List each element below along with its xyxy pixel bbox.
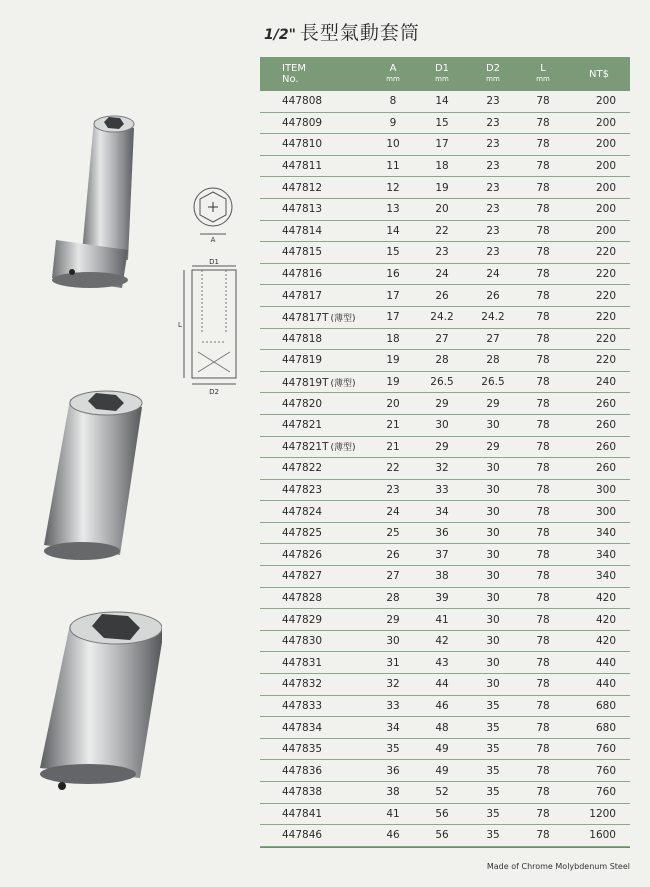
cell-price: 760	[595, 786, 616, 799]
cell-item: 447822	[282, 462, 323, 475]
cell-d2: 23	[486, 138, 500, 151]
cell-item: 447818	[282, 332, 323, 345]
cell-price: 760	[595, 764, 616, 777]
table-row	[260, 458, 630, 480]
cell-a: 29	[386, 613, 400, 626]
cell-item: 447817T (薄型)	[282, 311, 356, 324]
table-row	[260, 91, 630, 113]
cell-d2: 30	[486, 527, 500, 540]
cell-price: 200	[595, 138, 616, 151]
cell-item: 447841	[282, 807, 323, 820]
cell-d1: 20	[435, 203, 449, 216]
cell-a: 41	[386, 807, 400, 820]
cell-d1: 43	[435, 656, 449, 669]
cell-item: 447846	[282, 829, 323, 842]
cell-a: 36	[386, 764, 400, 777]
cell-a: 26	[386, 548, 400, 561]
table-row	[260, 415, 630, 437]
cell-d1: 14	[435, 95, 449, 108]
cell-d1: 15	[435, 116, 449, 129]
socket-dimension-diagram	[178, 182, 258, 402]
cell-d1: 18	[435, 160, 449, 173]
cell-l: 78	[536, 656, 550, 669]
cell-item: 447823	[282, 483, 323, 496]
cell-a: 33	[386, 699, 400, 712]
cell-item: 447809	[282, 116, 323, 129]
table-row	[260, 177, 630, 199]
cell-a: 24	[386, 505, 400, 518]
table-row	[260, 760, 630, 782]
table-row	[260, 134, 630, 156]
cell-l: 78	[536, 570, 550, 583]
page-title	[264, 18, 420, 46]
cell-d2: 23	[486, 203, 500, 216]
cell-l: 78	[536, 376, 550, 389]
table-row	[260, 804, 630, 826]
cell-d2: 23	[486, 224, 500, 237]
cell-a: 14	[386, 224, 400, 237]
cell-d1: 27	[435, 332, 449, 345]
table-row	[260, 501, 630, 523]
cell-d1: 17	[435, 138, 449, 151]
cell-price: 260	[595, 397, 616, 410]
cell-l: 78	[536, 505, 550, 518]
cell-l: 78	[536, 786, 550, 799]
socket-photo-large	[22, 600, 162, 800]
cell-d2: 30	[486, 505, 500, 518]
cell-d1: 56	[435, 807, 449, 820]
cell-d1: 30	[435, 419, 449, 432]
col-l: L mm	[536, 63, 550, 83]
col-d1: D1 mm	[434, 63, 450, 83]
cell-a: 15	[386, 246, 400, 259]
cell-item: 447812	[282, 181, 323, 194]
cell-a: 23	[386, 483, 400, 496]
cell-a: 28	[386, 591, 400, 604]
cell-l: 78	[536, 764, 550, 777]
cell-item: 447835	[282, 743, 323, 756]
cell-a: 31	[386, 656, 400, 669]
cell-price: 420	[595, 613, 616, 626]
cell-d2: 30	[486, 635, 500, 648]
cell-d2: 23	[486, 116, 500, 129]
socket-photo-medium	[30, 385, 150, 585]
cell-d2: 24	[486, 268, 500, 281]
cell-l: 78	[536, 699, 550, 712]
cell-l: 78	[536, 548, 550, 561]
cell-item: 447815	[282, 246, 323, 259]
col-item: ITEM No.	[282, 63, 307, 85]
cell-d2: 35	[486, 743, 500, 756]
socket-photo-small	[42, 110, 152, 310]
cell-d2: 23	[486, 246, 500, 259]
cell-price: 220	[595, 289, 616, 302]
table-row	[260, 242, 630, 264]
cell-item: 447820	[282, 397, 323, 410]
cell-d1: 44	[435, 678, 449, 691]
cell-l: 78	[536, 354, 550, 367]
cell-l: 78	[536, 678, 550, 691]
title-drive-size: 1/2"	[264, 27, 296, 43]
cell-l: 78	[536, 419, 550, 432]
cell-price: 340	[595, 527, 616, 540]
cell-d2: 30	[486, 419, 500, 432]
cell-item: 447819	[282, 354, 323, 367]
cell-d1: 56	[435, 829, 449, 842]
cell-item: 447819T (薄型)	[282, 376, 356, 389]
col-d2: D2 mm	[485, 63, 501, 83]
table-row	[260, 609, 630, 631]
table-row	[260, 199, 630, 221]
table-header	[260, 57, 630, 91]
cell-item: 447829	[282, 613, 323, 626]
table-row	[260, 717, 630, 739]
diagram-label-l: L	[178, 321, 182, 329]
cell-a: 46	[386, 829, 400, 842]
cell-a: 10	[386, 138, 400, 151]
cell-l: 78	[536, 829, 550, 842]
cell-price: 680	[595, 721, 616, 734]
cell-d2: 29	[486, 397, 500, 410]
cell-d1: 52	[435, 786, 449, 799]
cell-a: 9	[389, 116, 397, 129]
cell-l: 78	[536, 332, 550, 345]
cell-item: 447826	[282, 548, 323, 561]
cell-a: 27	[386, 570, 400, 583]
table-row	[260, 739, 630, 761]
cell-a: 35	[386, 743, 400, 756]
cell-l: 78	[536, 116, 550, 129]
cell-price: 440	[595, 656, 616, 669]
cell-d2: 27	[486, 332, 500, 345]
cell-item: 447821T (薄型)	[282, 441, 356, 454]
cell-d1: 24	[435, 268, 449, 281]
spec-table	[260, 57, 630, 848]
table-row	[260, 825, 630, 847]
cell-d1: 22	[435, 224, 449, 237]
cell-l: 78	[536, 462, 550, 475]
cell-d2: 26.5	[481, 376, 505, 389]
cell-d1: 28	[435, 354, 449, 367]
cell-price: 340	[595, 570, 616, 583]
col-price: NT$	[589, 68, 609, 80]
cell-d1: 32	[435, 462, 449, 475]
cell-price: 200	[595, 95, 616, 108]
cell-d2: 28	[486, 354, 500, 367]
cell-d2: 29	[486, 440, 500, 453]
cell-a: 13	[386, 203, 400, 216]
cell-price: 440	[595, 678, 616, 691]
cell-item: 447833	[282, 699, 323, 712]
cell-d2: 30	[486, 462, 500, 475]
cell-d1: 38	[435, 570, 449, 583]
cell-l: 78	[536, 138, 550, 151]
cell-d1: 49	[435, 743, 449, 756]
cell-l: 78	[536, 721, 550, 734]
cell-item: 447816	[282, 268, 323, 281]
diagram-label-a: A	[210, 236, 216, 244]
cell-d2: 35	[486, 721, 500, 734]
cell-l: 78	[536, 160, 550, 173]
cell-d2: 35	[486, 764, 500, 777]
table-row	[260, 156, 630, 178]
table-row	[260, 480, 630, 502]
cell-l: 78	[536, 483, 550, 496]
cell-item: 447832	[282, 678, 323, 691]
cell-d1: 34	[435, 505, 449, 518]
cell-d2: 23	[486, 160, 500, 173]
table-row	[260, 350, 630, 372]
cell-l: 78	[536, 181, 550, 194]
cell-d2: 30	[486, 483, 500, 496]
cell-item: 447831	[282, 656, 323, 669]
cell-l: 78	[536, 613, 550, 626]
cell-d1: 26.5	[430, 376, 454, 389]
cell-a: 32	[386, 678, 400, 691]
cell-price: 260	[595, 440, 616, 453]
cell-d1: 46	[435, 699, 449, 712]
cell-item: 447824	[282, 505, 323, 518]
cell-d2: 35	[486, 786, 500, 799]
table-row	[260, 393, 630, 415]
cell-l: 78	[536, 224, 550, 237]
cell-d1: 24.2	[430, 311, 454, 324]
cell-a: 11	[386, 160, 400, 173]
table-row	[260, 631, 630, 653]
table-row	[260, 674, 630, 696]
cell-item: 447838	[282, 786, 323, 799]
cell-d1: 29	[435, 397, 449, 410]
cell-d1: 23	[435, 246, 449, 259]
cell-a: 17	[386, 289, 400, 302]
thin-type-note: (薄型)	[330, 313, 356, 324]
cell-price: 240	[595, 376, 616, 389]
cell-l: 78	[536, 203, 550, 216]
cell-a: 8	[389, 95, 397, 108]
table-row	[260, 437, 630, 459]
cell-price: 300	[595, 505, 616, 518]
cell-l: 78	[536, 289, 550, 302]
cell-price: 1200	[589, 807, 616, 820]
table-row	[260, 264, 630, 286]
cell-item: 447830	[282, 635, 323, 648]
cell-d1: 19	[435, 181, 449, 194]
table-row	[260, 372, 630, 394]
cell-a: 17	[386, 311, 400, 324]
cell-d1: 26	[435, 289, 449, 302]
cell-item: 447808	[282, 95, 323, 108]
col-a: A mm	[386, 63, 400, 83]
cell-price: 200	[595, 224, 616, 237]
cell-l: 78	[536, 527, 550, 540]
cell-d2: 24.2	[481, 311, 505, 324]
cell-price: 200	[595, 181, 616, 194]
cell-d1: 29	[435, 440, 449, 453]
table-row	[260, 523, 630, 545]
cell-a: 34	[386, 721, 400, 734]
cell-d2: 30	[486, 548, 500, 561]
cell-l: 78	[536, 397, 550, 410]
table-row	[260, 329, 630, 351]
cell-item: 447817	[282, 289, 323, 302]
cell-d1: 49	[435, 764, 449, 777]
table-row	[260, 566, 630, 588]
cell-price: 220	[595, 268, 616, 281]
cell-l: 78	[536, 635, 550, 648]
cell-price: 260	[595, 462, 616, 475]
cell-price: 220	[595, 246, 616, 259]
cell-d2: 35	[486, 699, 500, 712]
cell-d2: 35	[486, 807, 500, 820]
cell-price: 220	[595, 354, 616, 367]
cell-a: 16	[386, 268, 400, 281]
table-row	[260, 782, 630, 804]
cell-price: 340	[595, 548, 616, 561]
cell-l: 78	[536, 743, 550, 756]
cell-d2: 26	[486, 289, 500, 302]
cell-item: 447813	[282, 203, 323, 216]
cell-d1: 33	[435, 483, 449, 496]
cell-price: 200	[595, 116, 616, 129]
cell-item: 447814	[282, 224, 323, 237]
cell-l: 78	[536, 95, 550, 108]
cell-price: 260	[595, 419, 616, 432]
cell-item: 447825	[282, 527, 323, 540]
table-row	[260, 307, 630, 329]
cell-d1: 37	[435, 548, 449, 561]
cell-item: 447836	[282, 764, 323, 777]
cell-a: 12	[386, 181, 400, 194]
cell-l: 78	[536, 268, 550, 281]
cell-l: 78	[536, 311, 550, 324]
table-row	[260, 285, 630, 307]
table-row	[260, 113, 630, 135]
cell-d2: 23	[486, 181, 500, 194]
cell-a: 22	[386, 462, 400, 475]
cell-item: 447821	[282, 419, 323, 432]
cell-price: 200	[595, 160, 616, 173]
material-note: Made of Chrome Molybdenum Steel	[486, 862, 630, 871]
table-row	[260, 588, 630, 610]
table-row	[260, 652, 630, 674]
cell-price: 420	[595, 635, 616, 648]
cell-d1: 39	[435, 591, 449, 604]
cell-d2: 30	[486, 678, 500, 691]
title-product-name: 長型氣動套筒	[299, 22, 420, 44]
cell-item: 447828	[282, 591, 323, 604]
cell-d2: 30	[486, 570, 500, 583]
cell-l: 78	[536, 440, 550, 453]
cell-item: 447834	[282, 721, 323, 734]
thin-type-note: (薄型)	[330, 378, 356, 389]
table-body	[260, 91, 630, 847]
cell-a: 20	[386, 397, 400, 410]
cell-a: 19	[386, 354, 400, 367]
cell-price: 680	[595, 699, 616, 712]
cell-price: 1600	[589, 829, 616, 842]
cell-d2: 30	[486, 656, 500, 669]
thin-type-note: (薄型)	[330, 443, 356, 454]
cell-item: 447810	[282, 138, 323, 151]
diagram-label-d2: D2	[209, 388, 219, 396]
table-row	[260, 544, 630, 566]
cell-d2: 23	[486, 95, 500, 108]
cell-d1: 36	[435, 527, 449, 540]
cell-d2: 30	[486, 613, 500, 626]
table-bottom-rule	[260, 847, 630, 848]
cell-d1: 41	[435, 613, 449, 626]
cell-l: 78	[536, 591, 550, 604]
cell-d1: 42	[435, 635, 449, 648]
cell-l: 78	[536, 246, 550, 259]
cell-a: 30	[386, 635, 400, 648]
cell-a: 21	[386, 419, 400, 432]
cell-a: 19	[386, 376, 400, 389]
cell-item: 447827	[282, 570, 323, 583]
cell-d2: 30	[486, 591, 500, 604]
cell-a: 38	[386, 786, 400, 799]
cell-d2: 35	[486, 829, 500, 842]
cell-d1: 48	[435, 721, 449, 734]
cell-a: 18	[386, 332, 400, 345]
cell-l: 78	[536, 807, 550, 820]
cell-a: 25	[386, 527, 400, 540]
cell-price: 200	[595, 203, 616, 216]
cell-price: 220	[595, 332, 616, 345]
cell-item: 447811	[282, 160, 323, 173]
cell-price: 420	[595, 591, 616, 604]
cell-price: 300	[595, 483, 616, 496]
cell-price: 220	[595, 311, 616, 324]
table-row	[260, 221, 630, 243]
table-row	[260, 696, 630, 718]
cell-price: 760	[595, 743, 616, 756]
diagram-label-d1: D1	[209, 258, 219, 266]
cell-a: 21	[386, 440, 400, 453]
